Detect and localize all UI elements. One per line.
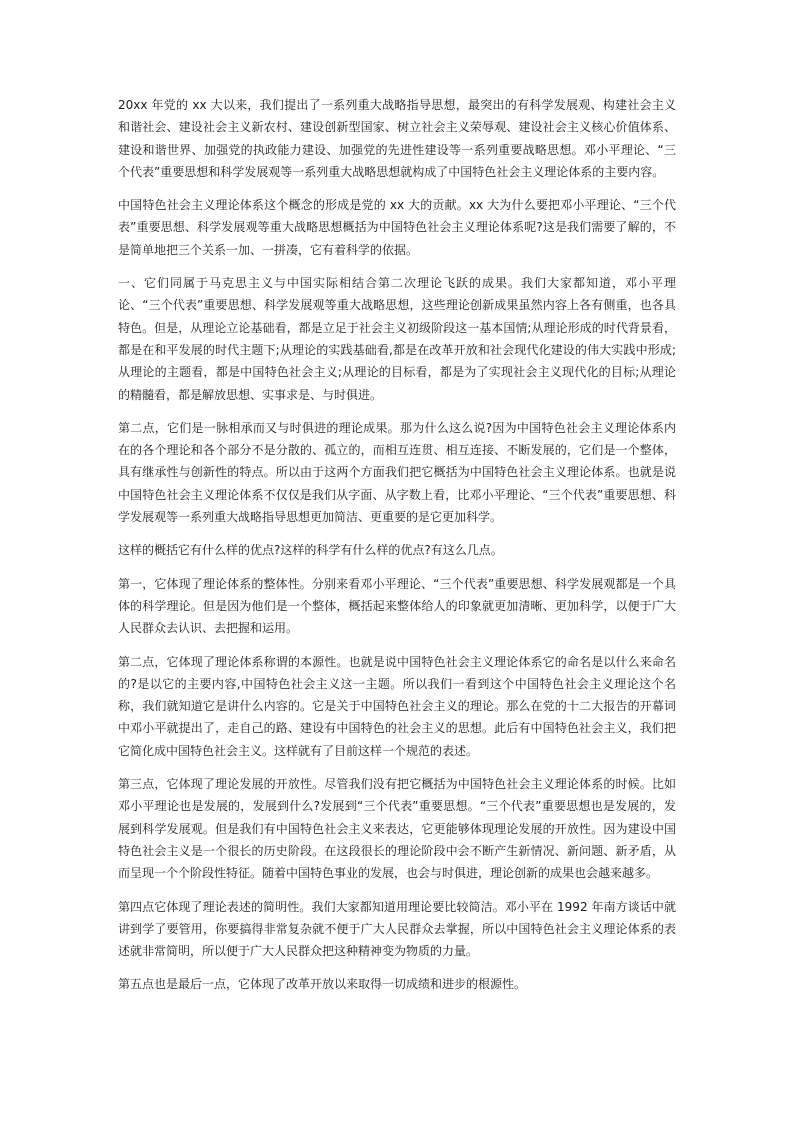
paragraph-3: 一、它们同属于马克思主义与中国实际相结合第二次理论飞跃的成果。我们大家都知道，邓小平理论、“三个代表”重要思想、科学发展观等重大战略思想，这些理论创新成果虽然内容上各有侧重，也各具特色。但是，从理论立论基础看，都是立足于社会主义初级阶段这一基本国情;从理论形成的时代背景看，都是在和平发展的时代主题下;从理论的实践基础看,都是在改革开放和社会现代化建设的伟大实践中形成;从理论的主题看，都是中国特色社会主义;从理论的目标看，都是为了实现社会主义现代化的目标;从理论的精髓看，都是解放思想、实事求是、与时俱进。 <box>118 276 676 402</box>
paragraph-6: 第一，它体现了理论体系的整体性。分别来看邓小平理论、“三个代表”重要思想、科学发展观都是一个具体的科学理论。但是因为他们是一个整体，概括起来整体给人的印象就更加清晰、更加科学，以便于广大人民群众去认识、去把握和运用。 <box>118 576 676 636</box>
paragraph-1: 20xx 年党的 xx 大以来，我们提出了一系列重大战略指导思想，最突出的有科学发展观、构建社会主义和谐社会、建设社会主义新农村、建设创新型国家、树立社会主义荣辱观、建设社会主义核心价值体系、建设和谐世界、加强党的执政能力建设、加强党的先进性建设等一系列重要战略思想。邓小平理论、“三个代表”重要思想和科学发展观等一系列重大战略思想就构成了中国特色社会主义理论体系的主要内容。 <box>118 98 676 179</box>
document-page <box>118 94 676 1007</box>
paragraph-2: 中国特色社会主义理论体系这个概念的形成是党的 xx 大的贡献。xx 大为什么要把邓小平理论、“三个代表”重要思想、科学发展观等重大战略思想概括为中国特色社会主义理论体系呢?这是我们需要了解的，不是简单地把三个关系一加、一拼凑，它有着科学的依据。 <box>118 198 676 257</box>
paragraph-8: 第三点，它体现了理论发展的开放性。尽管我们没有把它概括为中国特色社会主义理论体系的时候。比如邓小平理论也是发展的，发展到什么?发展到“三个代表”重要思想。“三个代表”重要思想也是发展的，发展到科学发展观。但是我们有中国特色社会主义来表达，它更能够体现理论发展的开放性。因为建设中国特色社会主义是一个很长的历史阶段。在这段很长的理论阶段中会不断产生新情况、新问题、新矛盾，从而呈现一个个阶段性特征。随着中国特色事业的发展，也会与时俱进，理论创新的成果也会越来越多。 <box>118 777 676 881</box>
paragraph-9: 第四点它体现了理论表述的简明性。我们大家都知道用理论要比较简洁。邓小平在 1992 年南方谈话中就讲到学了要管用，你要搞得非常复杂就不便于广大人民群众去掌握，所以中国特色社会主义理论体系的表述就非常简明，所以便于广大人民群众把这种精神变为物质的力量。 <box>118 899 676 959</box>
paragraph-4: 第二点，它们是一脉相承而又与时俱进的理论成果。那为什么这么说?因为中国特色社会主义理论体系内在的各个理论和各个部分不是分散的、孤立的，而相互连贯、相互连接、不断发展的，它们是一个整体，具有继承性与创新性的特点。所以由于这两个方面我们把它概括为中国特色社会主义理论体系。也就是说中国特色社会主义理论体系不仅仅是我们从字面、从字数上看，比邓小平理论、“三个代表”重要思想、科学发展观等一系列重大战略指导思想更加简洁、更重要的是它更加科学。 <box>118 420 676 525</box>
paragraph-7: 第二点，它体现了理论体系称谓的本源性。也就是说中国特色社会主义理论体系它的命名是以什么来命名的?是以它的主要内容,中国特色社会主义这一主题。所以我们一看到这个中国特色社会主义理论这个名称，我们就知道它是讲什么内容的。它是关于中国特色社会主义的理论。那么在党的十二大报告的开幕词中邓小平就提出了，走自己的路、建设有中国特色的社会主义的思想。此后有中国特色社会主义，我们把它简化成中国特色社会主义。这样就有了目前这样一个规范的表述。 <box>118 654 676 758</box>
paragraph-5: 这样的概括它有什么样的优点?这样的科学有什么样的优点?有这么几点。 <box>118 543 503 558</box>
paragraph-10: 第五点也是最后一点，它体现了改革开放以来取得一切成绩和进步的根源性。 <box>118 977 527 992</box>
